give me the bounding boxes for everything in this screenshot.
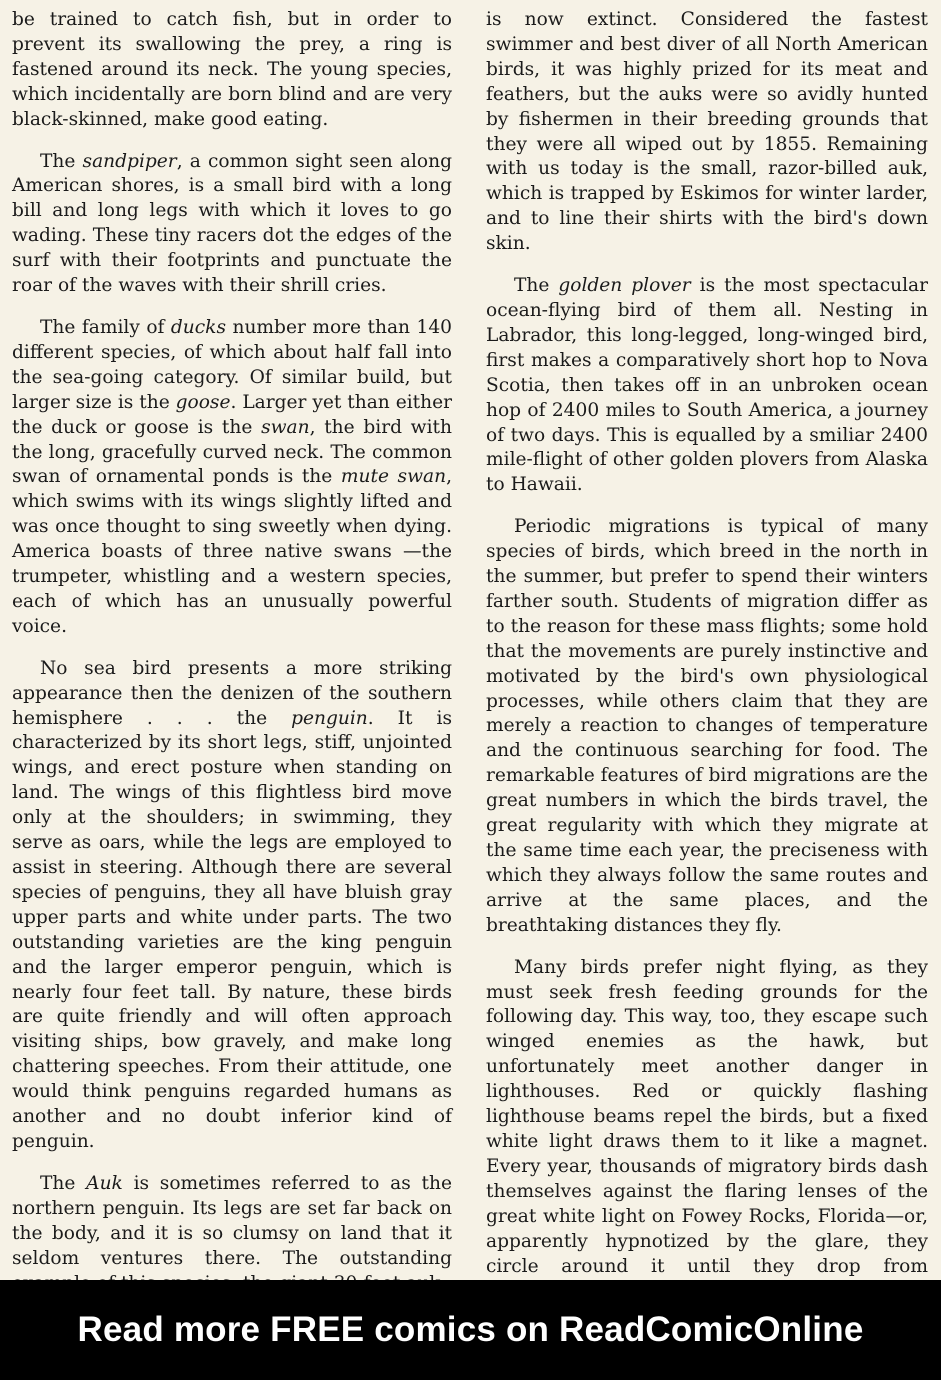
paragraph-night-flying bbox=[486, 956, 928, 1305]
right-column bbox=[486, 8, 928, 1321]
text-run: is sometimes referred to as the northern penguin. Its legs are set far back on the body, and it is so clumsy on land that it seldom ventures there. The outstanding bbox=[12, 1172, 452, 1269]
italic-term: sandpiper bbox=[82, 150, 177, 172]
italic-term: golden plover bbox=[558, 275, 691, 297]
text-run: The family of bbox=[40, 316, 171, 338]
paragraph-migrations bbox=[486, 515, 928, 938]
italic-term: swan bbox=[261, 416, 310, 438]
text-run: be trained to catch fish, but in order to prevent its swallowing the prey, a ring is fastened around its neck. The young species, which incidentally are born blind and are very black-skinned, make good eating. bbox=[12, 9, 452, 130]
left-column bbox=[12, 8, 452, 1313]
text-run: . It is characterized by its short legs, stiff, unjointed wings, and erect posture when standing on land. The wings of this flightless bird move only at the shoulders; in swimming, they serve as oars, while the legs are employed to assist in steering. Although there are several species of penguins, they all have bluish gray upper parts and white under parts. The two outstanding varieties are the king penguin and the larger emperor penguin, which is nearly four feet tall. By nature, these birds are quite friendly and will often approach visiting ships, bow gravely, and make long chattering speeches. From their attitude, one would think penguins regarded humans as another and no doubt inferior kind of penguin. bbox=[12, 707, 452, 1152]
italic-term: ducks bbox=[170, 316, 226, 338]
paragraph-intro-continued bbox=[12, 8, 452, 133]
paragraph-auk-continued bbox=[486, 8, 928, 257]
text-run: The bbox=[514, 275, 559, 297]
text-run: number more than 140 different species, of which about half fall into the sea-going category. Of similar build, but larger size is the bbox=[12, 316, 453, 413]
promo-banner bbox=[0, 1280, 941, 1380]
paragraph-ducks bbox=[12, 316, 452, 640]
text-run: is now extinct. Considered the fastest swimmer and best diver of all North American birds, it was highly prized for its meat and feathers, but the auks were so avidly hunted by fishermen in their breeding grounds that they were all wiped out by 1855. Remaining with us today is the small, razor-billed auk, which is trapped by Eskimos for winter larder, and to line their shirts with the bird's down skin. bbox=[486, 9, 928, 255]
text-run: , which swims with its wings slightly lifted and was once thought to sing sweetly when dying. America boasts of three native swans —the trumpeter, whistling and a western species, each of which has an unusually powerful voice. bbox=[12, 466, 452, 637]
text-run: , the bird with the long, gracefully curved neck. The common swan of ornamental ponds is the bbox=[12, 416, 452, 488]
text-run: . Larger yet than either the duck or goose is the bbox=[12, 391, 452, 438]
text-run: No sea bird presents a more striking appearance then the denizen of the southern hemisphere . . . the bbox=[12, 657, 452, 729]
text-run: Many birds prefer night flying, as they must seek fresh feeding grounds for the following day. This way, too, they escape such winged enemies as the hawk, but unfortunately meet another danger in lighthouses. Red or quickly flashing lighthouse beams repel the birds, but a fixed white light draws them to it like a magnet. Every year, thousands of migratory birds dash themselves against the flaring lenses of the great white light on Fowey Rocks, Florida—or, apparently hypnotized by the glare, they circle around it until they drop from bbox=[486, 956, 928, 1277]
italic-term: Auk bbox=[86, 1172, 123, 1194]
text-run: The bbox=[40, 150, 83, 172]
paragraph-golden-plover bbox=[486, 274, 928, 498]
text-run: is the most spectacular ocean-flying bird of them all. Nesting in Labrador, this long-legged, long-winged bird, first makes a comparatively short hop to Nova Scotia, then takes off in an unbroken ocean hop of 2400 miles to South America, a journey of two days. This is equalled by a smiliar 2400 mile-flight of other golden plovers from Alaska to Hawaii. bbox=[486, 275, 928, 496]
text-run: Periodic migrations is typical of many species of birds, which breed in the north in the summer, but prefer to spend their winters farther south. Students of migration differ as to the reason for these mass flights; some hold that the movements are purely instinctive and motivated by the bird's own physiological processes, while others claim that they are merely a reaction to changes of temperature and the continuous searching for food. The remarkable features of bird migrations are the great numbers in which the birds travel, the great regularity with which they migrate at the same time each year, the preciseness with which they always follow the same routes and arrive at the same places, and the breathtaking distances they fly. bbox=[486, 516, 928, 936]
italic-term: goose bbox=[175, 391, 231, 413]
paragraph-sandpiper bbox=[12, 150, 452, 299]
text-run: The bbox=[40, 1172, 87, 1194]
promo-banner-link[interactable]: Read more FREE comics on ReadComicOnline bbox=[77, 1310, 864, 1349]
paragraph-penguin bbox=[12, 657, 452, 1155]
text-run: , a common sight seen along American shores, is a small bird with a long bill and long legs with which it loves to go wading. These tiny racers dot the edges of the surf with their footprints and punctuate the roar of the waves with their shrill cries. bbox=[12, 150, 452, 297]
italic-term: penguin bbox=[291, 707, 368, 729]
paragraph-auk bbox=[12, 1172, 452, 1297]
italic-term: mute swan bbox=[340, 466, 447, 488]
